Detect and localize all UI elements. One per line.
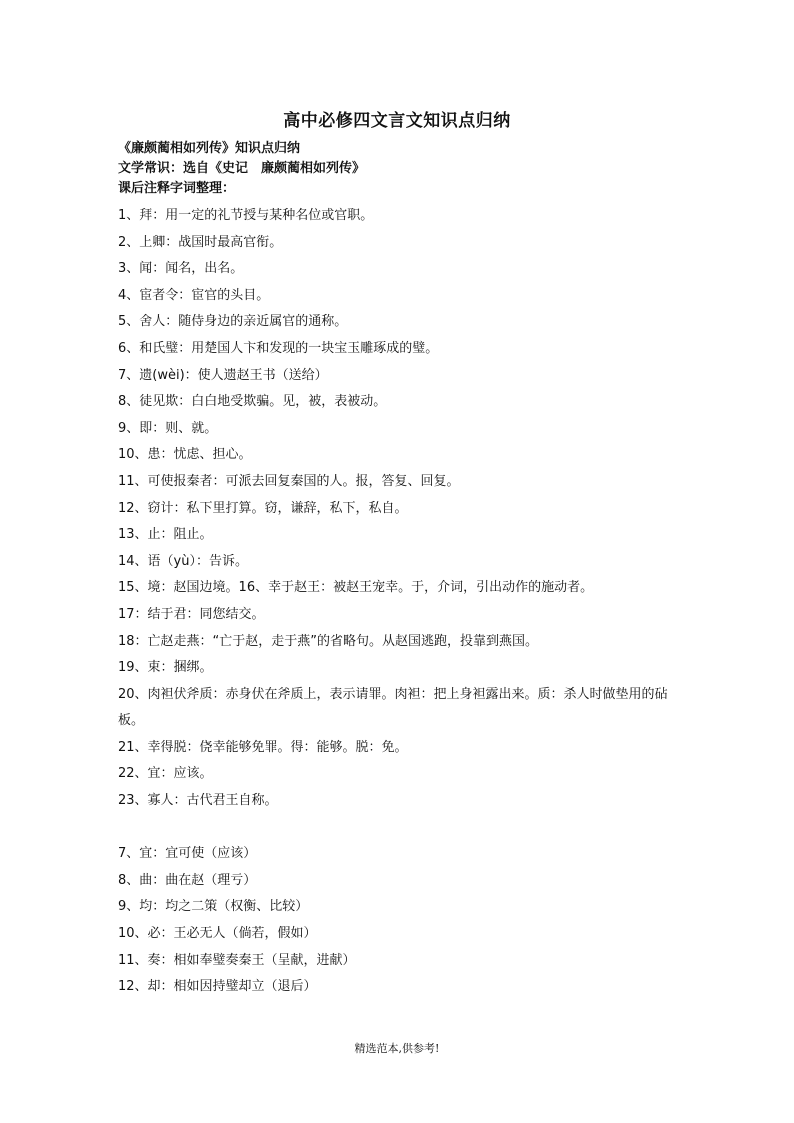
list-item: 8、曲：曲在赵（理亏）	[118, 872, 257, 888]
list-item: 4、宦者令：宦官的头目。	[118, 287, 270, 303]
list-item: 9、即：则、就。	[118, 420, 218, 436]
list-item: 7、宜：宜可使（应该）	[118, 846, 257, 862]
list-item: 18：亡赵走燕：“亡于赵，走于燕”的省略句。从赵国逃跑，投靠到燕国。	[118, 633, 539, 649]
list-item: 11、奏：相如奉璧奏秦王（呈献，进献）	[118, 952, 356, 968]
list-item: 22、宜：应该。	[118, 766, 213, 782]
list-item: 20、肉袒伏斧质：赤身伏在斧质上，表示请罪。肉袒：把上身袒露出来。质：杀人时做垫用的砧板。	[118, 686, 668, 729]
list-item: 19、束：捆绑。	[118, 660, 213, 676]
list-item: 9、均：均之二策（权衡、比较）	[118, 899, 309, 915]
list-item: 5、舍人：随侍身边的亲近属官的通称。	[118, 314, 348, 330]
list-item: 12、窃计：私下里打算。窃，谦辞，私下，私自。	[118, 500, 408, 516]
list-item: 7、遗(wèi)：使人遗赵王书（送给）	[118, 367, 328, 383]
page-title: 高中必修四文言文知识点归纳	[283, 111, 511, 131]
list-item: 10、必：王必无人（倘若，假如）	[118, 926, 317, 942]
list-item: 8、徒见欺：白白地受欺骗。见，被，表被动。	[118, 394, 387, 410]
list-item: 1、拜：用一定的礼节授与某种名位或官职。	[118, 208, 374, 223]
section-headings	[118, 139, 365, 199]
annotation-list	[118, 203, 688, 1001]
list-item: 11、可使报秦者：可派去回复秦国的人。报，答复、回复。	[118, 473, 460, 489]
list-item: 23、寡人：古代君王自称。	[118, 793, 278, 809]
page-footer: 精选范本,供参考!	[354, 1042, 440, 1055]
literary-knowledge-heading: 文学常识：选自《史记 廉颇蔺相如列传》	[118, 161, 366, 176]
list-item: 17：结于君：同您结交。	[118, 606, 265, 622]
list-item: 13、止：阻止。	[118, 527, 213, 543]
annotation-heading: 课后注释字词整理：	[118, 181, 236, 196]
list-item: 10、患：忧虑、担心。	[118, 447, 252, 463]
article-heading: 《廉颇蔺相如列传》知识点归纳	[118, 141, 301, 156]
list-item: 6、和氏璧：用楚国人卞和发现的一块宝玉雕琢成的璧。	[118, 340, 439, 356]
list-item: 21、幸得脱：侥幸能够免罪。得：能够。脱：免。	[118, 739, 408, 755]
list-item: 2、上卿：战国时最高官衔。	[118, 234, 283, 250]
list-item: 15、境：赵国边境。16、幸于赵王：被赵王宠幸。于，介词，引出动作的施动者。	[118, 580, 594, 596]
list-item: 3、闻：闻名，出名。	[118, 261, 244, 277]
paragraph-gap	[118, 815, 688, 842]
list-item: 12、却：相如因持璧却立（退后）	[118, 979, 317, 995]
list-item: 14、语（yù）：告诉。	[118, 553, 248, 569]
